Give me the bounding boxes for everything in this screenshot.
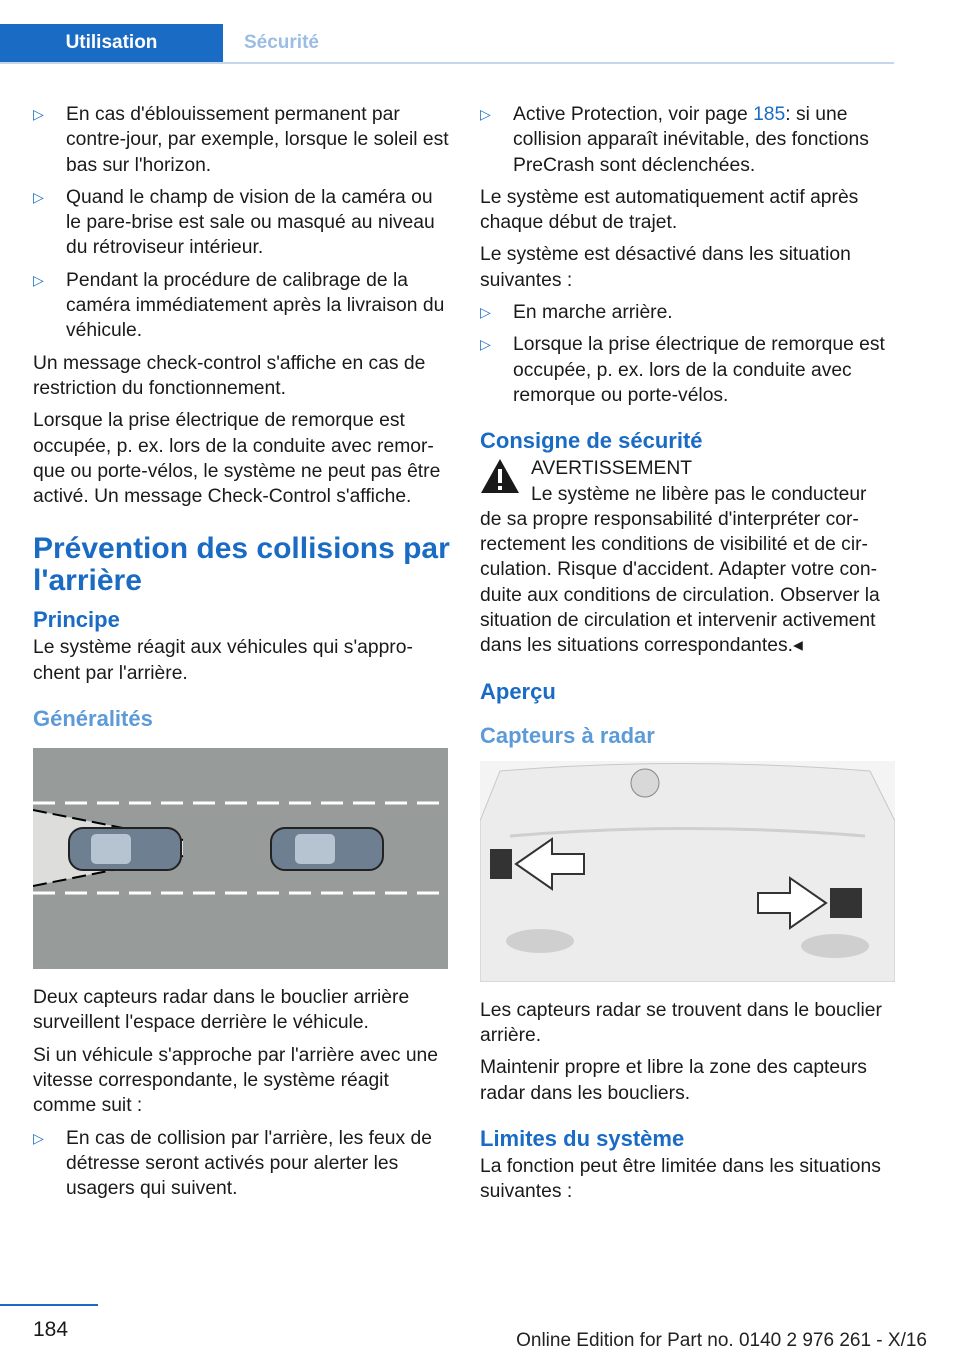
list-item-text-before: Active Protection, voir page xyxy=(513,104,754,125)
warning-block xyxy=(480,456,897,507)
warning-first-line: Le système ne libère pas le conducteur xyxy=(531,483,867,505)
triangle-bullet-icon: ▷ xyxy=(480,106,491,122)
rear-collision-illustration xyxy=(33,748,448,969)
radar-sensor-right xyxy=(830,888,862,918)
subheading: Généralités xyxy=(33,706,153,732)
car-front-icon xyxy=(69,828,181,870)
warning-triangle-icon xyxy=(480,458,520,494)
section-title: Prévention des collisions par l'arrière xyxy=(33,532,450,598)
tab-utilisation[interactable]: Utilisation xyxy=(0,24,223,62)
radar-sensors-image xyxy=(480,761,895,982)
paragraph: Maintenir propre et libre la zone des capteurs radar dans les boucliers. xyxy=(480,1057,867,1104)
paragraph: Un message check-control s'affiche en cas de restriction du fonctionnement. xyxy=(33,352,426,399)
triangle-bullet-icon: ▷ xyxy=(33,271,44,288)
list-item-text: Pendant la procédure de calibrage de la caméra immédiatement après la livraison du véhicule. xyxy=(66,269,445,342)
paragraph: Le système est désactivé dans les situation suivantes : xyxy=(480,244,851,291)
list-item xyxy=(480,332,897,408)
page-number: 184 xyxy=(33,1318,69,1341)
paragraph: Lorsque la prise électrique de remorque est occupée, p. ex. lors de la conduite avec remorque ou porte-vélos, le système ne peut pas être activé. Un message Check-Control s'affiche. xyxy=(33,410,441,508)
paragraph: Les capteurs radar se trouvent dans le bouclier arrière. xyxy=(480,999,882,1046)
warning-text: de sa propre responsabilité d'interpréter correctement les conditions de visibilité et de circulation. Risque d'accident. Adapter votre conduite aux conditions de circulation. Observer la situation de circulation et intervenir activement dans les situations correspondantes.◂ xyxy=(480,508,880,657)
footer-divider xyxy=(0,1304,98,1306)
paragraph: Si un véhicule s'approche par l'arrière avec une vitesse correspondante, le système réagit comme suit : xyxy=(33,1044,439,1117)
triangle-bullet-icon: ▷ xyxy=(33,106,44,122)
edition-note: Online Edition for Part no. 0140 2 976 261 - X/16 xyxy=(516,1330,927,1351)
triangle-bullet-icon: ▷ xyxy=(33,188,44,205)
list-item-text: En marche arrière. xyxy=(513,302,673,324)
warning-title: AVERTISSEMENT xyxy=(531,458,693,480)
triangle-bullet-icon: ▷ xyxy=(33,1129,44,1146)
triangle-bullet-icon: ▷ xyxy=(480,304,491,321)
triangle-bullet-icon: ▷ xyxy=(480,336,491,353)
list-item-text: En cas d'éblouissement permanent par contre-jour, par exemple, lorsque le soleil est bas sur l'horizon. xyxy=(66,104,449,176)
paragraph: Le système est automatiquement actif après chaque début de trajet. xyxy=(480,186,859,234)
subheading: Capteurs à radar xyxy=(480,722,655,748)
subsection-title: Consigne de sécurité xyxy=(480,428,703,454)
paragraph: La fonction peut être limitée dans les situations suivantes : xyxy=(480,1155,881,1203)
list-item xyxy=(33,268,451,344)
subsection-title: Limites du système xyxy=(480,1125,685,1151)
list-item xyxy=(33,185,451,261)
car-rear-bumper-illustration xyxy=(480,761,895,982)
bullet-list-deactivation xyxy=(480,300,897,408)
bullet-list-bottom xyxy=(33,1126,451,1202)
paragraph: Le système réagit aux véhicules qui s'approchent par l'arrière. xyxy=(33,637,413,684)
paragraph: Deux capteurs radar dans le bouclier arrière surveillent l'espace derrière le véhicule. xyxy=(33,987,410,1034)
list-item-text: En cas de collision par l'arrière, les feux de détresse seront activés pour alerter les usagers qui suivent. xyxy=(66,1127,432,1200)
list-item-text: Quand le champ de vision de la caméra ou le pare-brise est sale ou masqué au niveau du rétroviseur intérieur. xyxy=(66,186,435,259)
car-rear-icon xyxy=(271,828,383,870)
header-tabs xyxy=(0,24,894,64)
page-reference-link[interactable]: 185 xyxy=(753,104,786,125)
bullet-list-active-protection xyxy=(480,102,897,178)
list-item-text-after: : si une collision apparaît inévitable, des fonctions PreCrash sont déclenchées. xyxy=(513,104,869,176)
collision-diagram-image xyxy=(33,748,448,969)
left-column xyxy=(33,102,451,1208)
subsection-title: Aperçu xyxy=(480,678,556,704)
list-item xyxy=(33,102,451,178)
tab-securite[interactable]: Sécurité xyxy=(244,32,319,53)
list-item-text: Lorsque la prise électrique de remorque est occupée, p. ex. lors de la conduite avec remorque ou porte-vélos. xyxy=(513,334,885,406)
subsection-title: Principe xyxy=(33,607,120,633)
list-item xyxy=(33,1126,451,1202)
bullet-list-top xyxy=(33,102,451,344)
list-item xyxy=(480,300,897,325)
radar-sensor-left xyxy=(490,849,512,879)
right-column xyxy=(480,102,897,1211)
list-item xyxy=(480,102,897,178)
